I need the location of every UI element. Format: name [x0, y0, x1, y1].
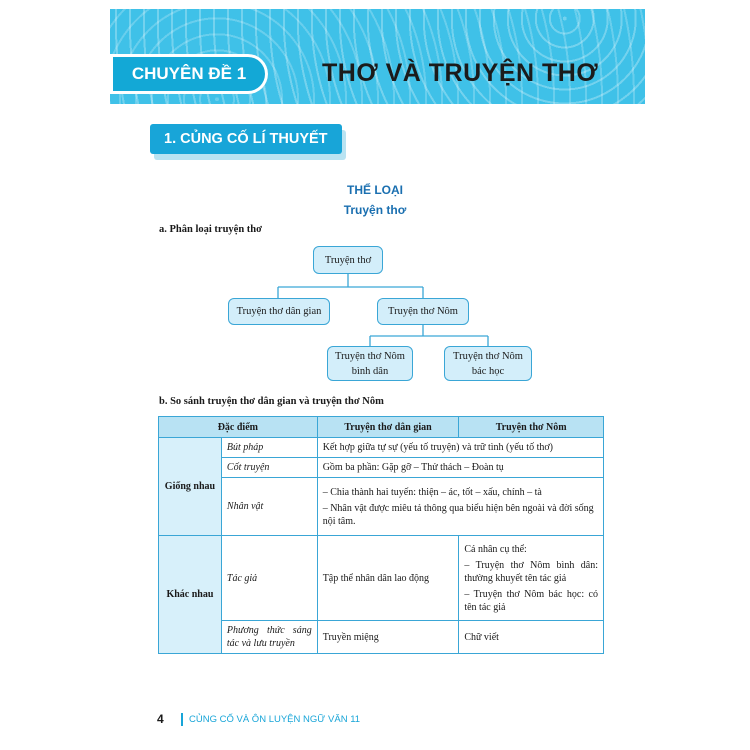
cell-but-phap: Kết hợp giữa tự sự (yếu tố truyện) và trữ tình (yếu tố thơ): [317, 438, 603, 458]
chapter-title: THƠ VÀ TRUYỆN THƠ: [322, 59, 599, 87]
criterion-cot-truyen: Cốt truyện: [221, 458, 317, 478]
part-b-heading: b. So sánh truyện thơ dân gian và truyện thơ Nôm: [159, 396, 384, 407]
table-row: [159, 438, 604, 458]
node-nom-bac-hoc: [444, 346, 532, 381]
cell-phuong-thuc-nom: Chữ viết: [459, 621, 604, 654]
table-header-row: [159, 417, 604, 438]
section-heading-label: 1. CỦNG CỐ LÍ THUYẾT: [150, 124, 342, 154]
chapter-label: CHUYÊN ĐỀ 1: [110, 54, 268, 94]
node-truyen-tho: Truyện thơ: [313, 246, 383, 274]
header-truyen-tho-dan-gian: Truyện thơ dân gian: [317, 417, 459, 438]
cell-phuong-thuc-dan-gian: Truyền miệng: [317, 621, 459, 654]
header-truyen-tho-nom: Truyện thơ Nôm: [459, 417, 604, 438]
node-nom-binh-dan-line1: Truyện thơ Nôm: [335, 350, 405, 362]
tac-gia-nom-intro: Cá nhân cụ thể:: [464, 543, 527, 555]
cell-cot-truyen: Gồm ba phần: Gặp gỡ – Thử thách – Đoàn tụ: [317, 458, 603, 478]
nhan-vat-line-1: – Chia thành hai tuyến: thiện – ác, tốt – xấu, chính – tà: [322, 486, 542, 498]
node-nom-binh-dan: [327, 346, 413, 381]
criterion-phuong-thuc: Phương thức sáng tác và lưu truyền: [221, 621, 317, 654]
node-nom-binh-dan-line2: bình dân: [351, 365, 389, 377]
tac-gia-nom-binh-dan: – Truyện thơ Nôm bình dân: thường khuyết tên tác giả: [464, 559, 598, 584]
criterion-tac-gia: Tác giả: [221, 536, 317, 621]
part-a-heading: a. Phân loại truyện thơ: [159, 224, 262, 235]
nhan-vat-line-2: – Nhân vật được miêu tả thông qua biểu hiện bên ngoài và đời sống nội tâm.: [322, 502, 594, 527]
criterion-nhan-vat: Nhân vật: [221, 478, 317, 536]
book-title: CỦNG CỐ VÀ ÔN LUYỆN NGỮ VĂN 11: [189, 714, 361, 725]
footer-divider: [181, 713, 183, 726]
page-number: 4: [157, 712, 164, 726]
table-row: [159, 458, 604, 478]
table-row: [159, 621, 604, 654]
group-giong-nhau: Giống nhau: [159, 438, 222, 536]
cell-tac-gia-dan-gian: Tập thể nhân dân lao động: [317, 536, 459, 621]
node-truyen-tho-nom: Truyện thơ Nôm: [377, 298, 469, 325]
group-khac-nhau: Khác nhau: [159, 536, 222, 654]
tac-gia-nom-bac-hoc: – Truyện thơ Nôm bác học: có tên tác giả: [464, 588, 598, 613]
table-row: [159, 478, 604, 536]
genre-label: THỂ LOẠI: [347, 183, 403, 197]
node-nom-bac-hoc-line2: bác học: [471, 365, 505, 377]
comparison-table: [158, 416, 604, 654]
genre-name: Truyện thơ: [343, 203, 407, 217]
criterion-but-phap: Bút pháp: [221, 438, 317, 458]
table-row: [159, 536, 604, 621]
node-nom-bac-hoc-line1: Truyện thơ Nôm: [453, 350, 523, 362]
header-dac-diem: Đặc điểm: [159, 417, 318, 438]
cell-tac-gia-nom: [459, 536, 604, 621]
cell-nhan-vat: [317, 478, 603, 536]
node-truyen-tho-dan-gian: Truyện thơ dân gian: [228, 298, 330, 325]
